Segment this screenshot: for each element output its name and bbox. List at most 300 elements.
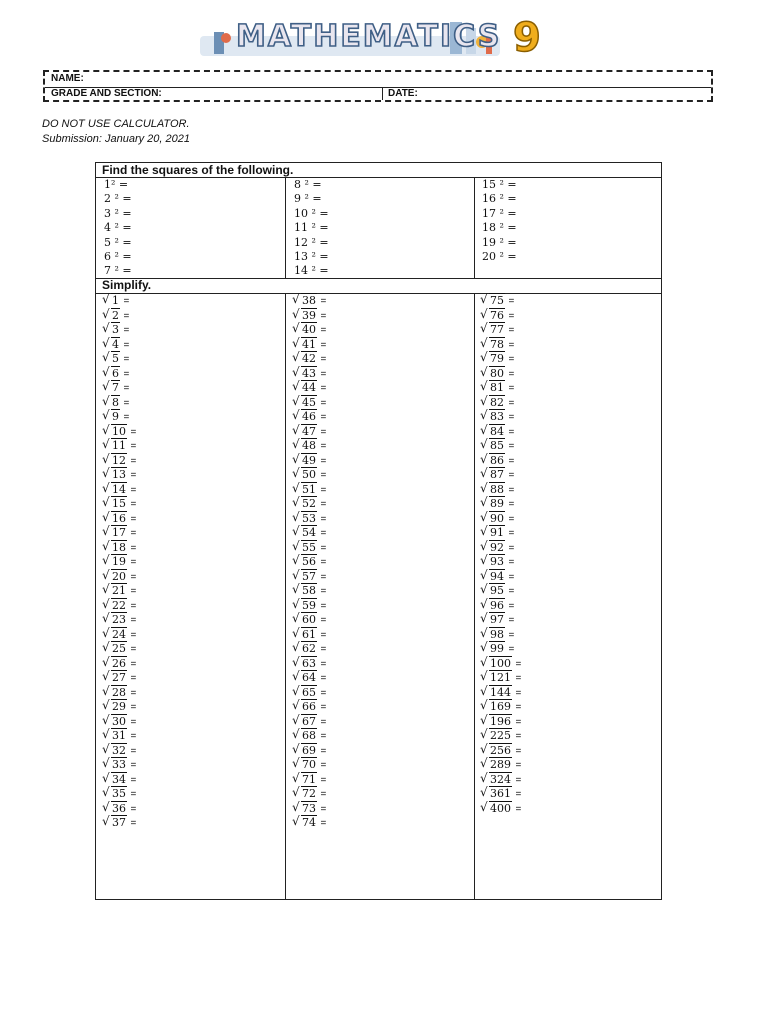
square-item: 3 ² =	[104, 206, 132, 220]
radical-icon: √	[480, 292, 488, 306]
equals-sign: =	[320, 542, 327, 554]
equals-sign: =	[508, 557, 515, 568]
worksheet-table	[95, 162, 662, 900]
square-item: 11 ² =	[294, 221, 329, 235]
squares-column-3	[482, 178, 517, 264]
radical-icon: √	[292, 553, 300, 567]
square-item: 15 ² =	[482, 178, 517, 191]
equals-sign: =	[508, 339, 515, 351]
radical-icon: √	[480, 379, 488, 393]
radical-icon: √	[102, 379, 110, 393]
radicand: 66	[302, 700, 316, 713]
radical-icon: √	[102, 350, 110, 364]
equals-sign: =	[508, 426, 515, 438]
radicand: 73	[302, 801, 316, 815]
radical-icon: √	[102, 451, 110, 466]
radicand: 89	[490, 497, 504, 510]
square-item: 8 ² =	[294, 178, 322, 191]
radical-icon: √	[292, 611, 300, 625]
radicand: 7	[112, 381, 119, 394]
radical-icon: √	[102, 596, 110, 611]
equals-sign: =	[515, 658, 522, 670]
radicand: 62	[302, 642, 316, 655]
equals-sign: =	[130, 760, 137, 771]
radicand: 61	[302, 627, 316, 641]
radical-icon: √	[292, 756, 300, 770]
radicand: 60	[302, 613, 316, 626]
square-item: 5 ² =	[104, 235, 132, 249]
equals-sign: =	[320, 673, 327, 684]
radical-icon: √	[102, 466, 110, 480]
radical-icon: √	[102, 321, 110, 335]
radicand: 12	[112, 453, 126, 467]
equals-sign: =	[320, 484, 327, 496]
radical-icon: √	[292, 408, 300, 422]
radical-icon: √	[102, 422, 110, 437]
equals-sign: =	[508, 513, 515, 525]
radical-icon: √	[102, 567, 110, 582]
date-label: DATE:	[388, 88, 418, 99]
radicand: 91	[490, 526, 504, 539]
equals-sign: =	[320, 470, 327, 481]
radicand: 41	[302, 337, 316, 351]
grade-section-label: GRADE AND SECTION:	[51, 88, 162, 99]
simplify-column-3	[480, 294, 521, 816]
radical-icon: √	[102, 495, 110, 509]
equals-sign: =	[130, 499, 137, 510]
equals-sign: =	[515, 745, 522, 757]
equals-sign: =	[320, 644, 327, 655]
radicand: 361	[490, 787, 511, 800]
radical-icon: √	[292, 321, 300, 335]
equals-sign: =	[515, 760, 522, 771]
radicand: 13	[112, 468, 126, 481]
radicand: 24	[112, 627, 126, 641]
equals-sign: =	[130, 774, 137, 786]
equals-sign: =	[320, 499, 327, 510]
radical-icon: √	[102, 292, 110, 306]
equals-sign: =	[130, 644, 137, 655]
radical-icon: √	[292, 727, 300, 741]
radicand: 32	[112, 743, 126, 757]
radicand: 20	[112, 569, 126, 583]
radical-icon: √	[292, 582, 300, 596]
radical-icon: √	[480, 785, 488, 799]
equals-sign: =	[130, 528, 137, 539]
radicand: 42	[302, 352, 316, 365]
radicand: 29	[112, 700, 126, 713]
equals-sign: =	[123, 397, 130, 409]
square-item: 2 ² =	[104, 192, 132, 206]
radicand: 11	[112, 439, 126, 452]
radical-icon: √	[102, 770, 110, 785]
student-info-box	[43, 70, 713, 102]
radical-icon: √	[480, 596, 488, 611]
radical-icon: √	[102, 335, 110, 350]
radical-icon: √	[292, 422, 300, 437]
equals-sign: =	[130, 586, 137, 597]
equals-sign: =	[130, 470, 137, 481]
radical-icon: √	[292, 437, 300, 451]
equals-sign: =	[320, 383, 327, 394]
equals-sign: =	[123, 325, 130, 336]
equals-sign: =	[320, 354, 327, 365]
equals-sign: =	[123, 412, 130, 423]
radical-icon: √	[292, 393, 300, 408]
radicand: 33	[112, 758, 126, 771]
equals-sign: =	[320, 702, 327, 713]
radicand: 1	[112, 294, 119, 307]
equals-sign: =	[130, 745, 137, 757]
equals-sign: =	[130, 426, 137, 438]
radicand: 39	[302, 308, 316, 322]
radicand: 93	[490, 555, 504, 568]
equals-sign: =	[508, 296, 515, 307]
radicand: 86	[490, 453, 504, 467]
instruction-note: DO NOT USE CALCULATOR.	[42, 118, 190, 130]
equals-sign: =	[320, 426, 327, 438]
radical-icon: √	[480, 364, 488, 379]
equals-sign: =	[320, 629, 327, 641]
radical-icon: √	[480, 350, 488, 364]
radical-icon: √	[480, 495, 488, 509]
equals-sign: =	[130, 484, 137, 496]
radical-icon: √	[480, 712, 488, 727]
radical-icon: √	[292, 683, 300, 698]
simplify-column-1	[102, 294, 136, 831]
radical-icon: √	[480, 466, 488, 480]
radical-icon: √	[292, 741, 300, 756]
radicand: 81	[490, 381, 504, 394]
square-item: 20 ² =	[482, 249, 517, 263]
radicand: 14	[112, 482, 126, 496]
simplify-section-title: Simplify.	[102, 278, 152, 292]
equals-sign: =	[320, 441, 327, 452]
radical-icon: √	[102, 698, 110, 712]
radical-icon: √	[102, 364, 110, 379]
equals-sign: =	[130, 658, 137, 670]
equals-sign: =	[130, 687, 137, 699]
equals-sign: =	[320, 368, 327, 380]
equals-sign: =	[508, 397, 515, 409]
radicand: 2	[112, 308, 119, 322]
radicand: 35	[112, 787, 126, 800]
equals-sign: =	[320, 760, 327, 771]
equals-sign: =	[320, 803, 327, 815]
radicand: 71	[302, 772, 316, 786]
equals-sign: =	[130, 615, 137, 626]
equals-sign: =	[123, 310, 130, 322]
equals-sign: =	[320, 687, 327, 699]
radicand: 51	[302, 482, 316, 496]
equals-sign: =	[320, 310, 327, 322]
radical-icon: √	[102, 756, 110, 770]
radicand: 84	[490, 424, 504, 438]
equals-sign: =	[508, 615, 515, 626]
radical-icon: √	[292, 814, 300, 828]
equals-sign: =	[515, 774, 522, 786]
equals-sign: =	[508, 383, 515, 394]
equals-sign: =	[130, 716, 137, 728]
equals-sign: =	[320, 774, 327, 786]
radicand: 94	[490, 569, 504, 583]
equals-sign: =	[508, 325, 515, 336]
radicand: 44	[302, 381, 316, 394]
radicand: 75	[490, 294, 504, 307]
radical-icon: √	[480, 582, 488, 596]
radicand: 37	[112, 816, 126, 829]
radical-icon: √	[292, 698, 300, 712]
equals-sign: =	[320, 789, 327, 800]
radical-icon: √	[102, 799, 110, 814]
square-item: 10 ² =	[294, 206, 329, 220]
submission-note: Submission: January 20, 2021	[42, 133, 190, 145]
square-item: 4 ² =	[104, 221, 132, 235]
radical-icon: √	[292, 712, 300, 727]
equals-sign: =	[515, 789, 522, 800]
radical-icon: √	[480, 393, 488, 408]
equals-sign: =	[320, 745, 327, 757]
radical-icon: √	[292, 799, 300, 814]
radicand: 21	[112, 584, 126, 597]
radical-icon: √	[102, 625, 110, 640]
equals-sign: =	[508, 600, 515, 612]
radicand: 25	[112, 642, 126, 655]
radicand: 57	[302, 569, 316, 583]
equals-sign: =	[320, 586, 327, 597]
radicand: 77	[490, 323, 504, 336]
radical-icon: √	[292, 480, 300, 495]
equals-sign: =	[508, 528, 515, 539]
radicand: 63	[302, 656, 316, 670]
banner-title: MATHEMATICS	[236, 19, 502, 54]
equals-sign: =	[123, 296, 130, 307]
radical-icon: √	[480, 770, 488, 785]
radicand: 56	[302, 555, 316, 568]
radical-icon: √	[292, 567, 300, 582]
radicand: 6	[112, 366, 119, 380]
square-item: 12 ² =	[294, 235, 329, 249]
radical-icon: √	[480, 437, 488, 451]
radicand: 48	[302, 439, 316, 452]
radical-icon: √	[292, 509, 300, 524]
equals-sign: =	[508, 412, 515, 423]
equals-sign: =	[508, 470, 515, 481]
equals-sign: =	[508, 571, 515, 583]
radical-icon: √	[292, 596, 300, 611]
equals-sign: =	[130, 513, 137, 525]
equals-sign: =	[130, 455, 137, 467]
equals-sign: =	[130, 571, 137, 583]
radicand: 53	[302, 511, 316, 525]
radicand: 9	[112, 410, 119, 423]
equals-sign: =	[320, 600, 327, 612]
radical-icon: √	[102, 741, 110, 756]
radicand: 45	[302, 395, 316, 409]
radical-icon: √	[102, 437, 110, 451]
radical-icon: √	[292, 640, 300, 654]
radicand: 8	[112, 395, 119, 409]
square-item: 17 ² =	[482, 206, 517, 220]
equals-sign: =	[508, 484, 515, 496]
radicand: 82	[490, 395, 504, 409]
radical-icon: √	[102, 683, 110, 698]
equals-sign: =	[508, 354, 515, 365]
radical-icon: √	[480, 799, 488, 814]
equals-sign: =	[123, 354, 130, 365]
radical-icon: √	[292, 669, 300, 683]
radical-icon: √	[480, 335, 488, 350]
radicand: 256	[490, 743, 511, 757]
radicand: 26	[112, 656, 126, 670]
radicand: 22	[112, 598, 126, 612]
radicand: 19	[112, 555, 126, 568]
radicand: 88	[490, 482, 504, 496]
equals-sign: =	[123, 368, 130, 380]
radicand: 34	[112, 772, 126, 786]
radical-icon: √	[292, 379, 300, 393]
radical-icon: √	[102, 408, 110, 422]
radical-icon: √	[480, 306, 488, 321]
radical-icon: √	[292, 364, 300, 379]
equals-sign: =	[320, 397, 327, 409]
equals-sign: =	[320, 731, 327, 742]
equals-sign: =	[508, 441, 515, 452]
equals-sign: =	[320, 716, 327, 728]
radicand: 28	[112, 685, 126, 699]
radicand: 54	[302, 526, 316, 539]
radical-icon: √	[102, 712, 110, 727]
radical-icon: √	[102, 524, 110, 538]
radicand: 96	[490, 598, 504, 612]
square-item: 18 ² =	[482, 221, 517, 235]
radicand: 64	[302, 671, 316, 684]
radical-icon: √	[480, 741, 488, 756]
equals-sign: =	[508, 455, 515, 467]
radicand: 90	[490, 511, 504, 525]
equals-sign: =	[320, 571, 327, 583]
squares-column-2	[294, 178, 329, 279]
radical-icon: √	[480, 509, 488, 524]
equals-sign: =	[508, 499, 515, 510]
radical-icon: √	[292, 292, 300, 306]
equals-sign: =	[130, 702, 137, 713]
radicand: 95	[490, 584, 504, 597]
square-item: 14 ² =	[294, 264, 329, 278]
equals-sign: =	[130, 803, 137, 815]
radicand: 80	[490, 366, 504, 380]
radicand: 5	[112, 352, 119, 365]
square-item: 13 ² =	[294, 249, 329, 263]
radicand: 17	[112, 526, 126, 539]
radical-icon: √	[480, 698, 488, 712]
radicand: 196	[490, 714, 511, 728]
radicand: 68	[302, 729, 316, 742]
radical-icon: √	[292, 466, 300, 480]
radical-icon: √	[480, 669, 488, 683]
radicand: 38	[302, 294, 316, 307]
equals-sign: =	[320, 513, 327, 525]
radicand: 47	[302, 424, 316, 438]
radical-icon: √	[292, 306, 300, 321]
radicand: 79	[490, 352, 504, 365]
radicand: 43	[302, 366, 316, 380]
radicand: 289	[490, 758, 511, 771]
radical-icon: √	[102, 582, 110, 596]
radicand: 69	[302, 743, 316, 757]
radical-icon: √	[292, 785, 300, 799]
radical-icon: √	[480, 567, 488, 582]
radicand: 16	[112, 511, 126, 525]
radicand: 4	[112, 337, 119, 351]
radical-icon: √	[480, 625, 488, 640]
radical-icon: √	[480, 480, 488, 495]
radicand: 72	[302, 787, 316, 800]
radical-icon: √	[480, 408, 488, 422]
radical-icon: √	[102, 654, 110, 669]
equals-sign: =	[515, 687, 522, 699]
square-item: 7 ² =	[104, 264, 132, 278]
equals-sign: =	[130, 629, 137, 641]
radicand: 225	[490, 729, 511, 742]
radicand: 85	[490, 439, 504, 452]
square-item: 19 ² =	[482, 235, 517, 249]
radicand: 10	[112, 424, 126, 438]
radical-icon: √	[102, 393, 110, 408]
radical-icon: √	[480, 640, 488, 654]
radical-icon: √	[292, 350, 300, 364]
equals-sign: =	[515, 673, 522, 684]
equals-sign: =	[320, 818, 327, 829]
radicand: 83	[490, 410, 504, 423]
equals-sign: =	[130, 673, 137, 684]
equals-sign: =	[515, 731, 522, 742]
radicand: 31	[112, 729, 126, 742]
radicand: 46	[302, 410, 316, 423]
radical-icon: √	[480, 611, 488, 625]
radical-icon: √	[292, 335, 300, 350]
radical-icon: √	[292, 524, 300, 538]
equals-sign: =	[320, 455, 327, 467]
radicand: 27	[112, 671, 126, 684]
radical-icon: √	[102, 306, 110, 321]
equals-sign: =	[130, 441, 137, 452]
radical-icon: √	[480, 451, 488, 466]
equals-sign: =	[515, 716, 522, 728]
radical-icon: √	[480, 727, 488, 741]
radical-icon: √	[102, 785, 110, 799]
equals-sign: =	[508, 542, 515, 554]
radical-icon: √	[480, 524, 488, 538]
radicand: 23	[112, 613, 126, 626]
radical-icon: √	[102, 669, 110, 683]
equals-sign: =	[130, 731, 137, 742]
equals-sign: =	[123, 383, 130, 394]
equals-sign: =	[508, 586, 515, 597]
equals-sign: =	[508, 644, 515, 655]
radicand: 58	[302, 584, 316, 597]
radical-icon: √	[480, 756, 488, 770]
equals-sign: =	[515, 803, 522, 815]
equals-sign: =	[130, 789, 137, 800]
sqrt-item	[292, 816, 326, 831]
squares-section-title: Find the squares of the following.	[102, 163, 294, 177]
square-item: 6 ² =	[104, 249, 132, 263]
radicand: 36	[112, 801, 126, 815]
radicand: 144	[490, 685, 511, 699]
simplify-column-2	[292, 294, 326, 831]
radicand: 99	[490, 642, 504, 655]
